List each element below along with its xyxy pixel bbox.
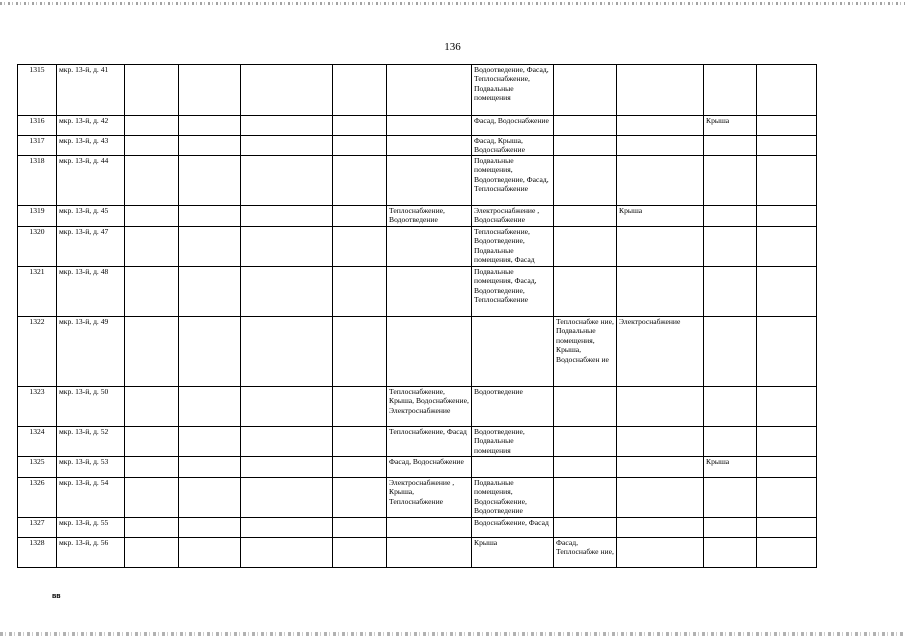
- row-number: 1328: [18, 538, 57, 568]
- table-cell: [757, 227, 817, 267]
- row-number: 1315: [18, 65, 57, 116]
- table-cell: [179, 116, 241, 136]
- row-number: 1318: [18, 156, 57, 206]
- row-number: 1324: [18, 427, 57, 457]
- table-cell: [387, 116, 472, 136]
- table-cell: [757, 206, 817, 227]
- table-cell: [617, 387, 704, 427]
- table-cell: [617, 478, 704, 518]
- table-cell: [179, 156, 241, 206]
- table-cell: [704, 387, 757, 427]
- table-cell: Подвальные помещения, Водоснабжение, Водоотведение: [472, 478, 554, 518]
- table-cell: Фасад, Водоснабжение: [387, 457, 472, 478]
- table-cell: [554, 156, 617, 206]
- table-cell: [757, 387, 817, 427]
- table-cell: [757, 65, 817, 116]
- table-cell: [333, 206, 387, 227]
- address-cell: мкр. 13-й, д. 54: [57, 478, 125, 518]
- table-cell: [617, 227, 704, 267]
- table-cell: Теплоснабжение, Водоотведение: [387, 206, 472, 227]
- table-cell: Водоотведение: [472, 387, 554, 427]
- table-cell: Крыша: [617, 206, 704, 227]
- address-cell: мкр. 13-й, д. 56: [57, 538, 125, 568]
- table-cell: [241, 136, 333, 156]
- table-body: [18, 65, 817, 568]
- table-cell: [554, 457, 617, 478]
- table-cell: [125, 267, 179, 317]
- table-cell: [387, 227, 472, 267]
- table-cell: Водоотведение, Подвальные помещения: [472, 427, 554, 457]
- table-cell: [125, 116, 179, 136]
- table-cell: [617, 457, 704, 478]
- table-cell: [179, 387, 241, 427]
- table-cell: [757, 538, 817, 568]
- table-row: [18, 65, 817, 116]
- table-cell: [241, 457, 333, 478]
- table-row: [18, 478, 817, 518]
- table-cell: [617, 136, 704, 156]
- table-row: [18, 116, 817, 136]
- row-number: 1325: [18, 457, 57, 478]
- table-cell: [333, 65, 387, 116]
- table-cell: [179, 136, 241, 156]
- table-cell: [179, 267, 241, 317]
- table-cell: [472, 317, 554, 387]
- table-cell: [241, 317, 333, 387]
- table-row: [18, 156, 817, 206]
- table-cell: Теплоснабжение, Фасад: [387, 427, 472, 457]
- table-cell: [554, 267, 617, 317]
- table-cell: [241, 65, 333, 116]
- table-cell: [241, 538, 333, 568]
- table-cell: [179, 478, 241, 518]
- table-cell: [333, 227, 387, 267]
- table-row: [18, 206, 817, 227]
- table-cell: [554, 387, 617, 427]
- table-cell: [179, 227, 241, 267]
- table-cell: Электроснабжение: [617, 317, 704, 387]
- table-cell: Подвальные помещения, Водоотведение, Фасад, Теплоснабжение: [472, 156, 554, 206]
- table-cell: [333, 136, 387, 156]
- table-cell: [125, 478, 179, 518]
- table-cell: [125, 387, 179, 427]
- table-cell: Фасад, Крыша, Водоснабжение: [472, 136, 554, 156]
- table-row: [18, 227, 817, 267]
- repair-schedule-table: [17, 64, 817, 568]
- table-cell: [704, 267, 757, 317]
- table-cell: [554, 206, 617, 227]
- address-cell: мкр. 13-й, д. 49: [57, 317, 125, 387]
- table-row: [18, 387, 817, 427]
- row-number: 1317: [18, 136, 57, 156]
- table-cell: [757, 317, 817, 387]
- table-cell: [617, 538, 704, 568]
- table-cell: [617, 65, 704, 116]
- table-cell: [241, 427, 333, 457]
- table-cell: [125, 518, 179, 538]
- table-cell: [704, 427, 757, 457]
- table-cell: Фасад, Теплоснабже ние,: [554, 538, 617, 568]
- table-cell: Теплоснабжение, Водоотведение, Подвальные помещения, Фасад: [472, 227, 554, 267]
- table-cell: [125, 136, 179, 156]
- table-row: [18, 457, 817, 478]
- table-cell: [554, 518, 617, 538]
- row-number: 1321: [18, 267, 57, 317]
- table-cell: [757, 116, 817, 136]
- table-cell: [333, 267, 387, 317]
- table-cell: [554, 478, 617, 518]
- address-cell: мкр. 13-й, д. 53: [57, 457, 125, 478]
- table-cell: [333, 538, 387, 568]
- table-cell: [617, 156, 704, 206]
- table-cell: [704, 156, 757, 206]
- table-cell: [333, 478, 387, 518]
- table-cell: [179, 457, 241, 478]
- table-cell: [704, 206, 757, 227]
- table-cell: [704, 227, 757, 267]
- table-cell: [704, 478, 757, 518]
- table-cell: Фасад, Водоснабжение: [472, 116, 554, 136]
- address-cell: мкр. 13-й, д. 43: [57, 136, 125, 156]
- table-cell: [757, 156, 817, 206]
- table-cell: [125, 317, 179, 387]
- table-cell: [387, 136, 472, 156]
- table-row: [18, 538, 817, 568]
- table-cell: Водоснабжение, Фасад: [472, 518, 554, 538]
- table-cell: [125, 156, 179, 206]
- table-cell: [179, 317, 241, 387]
- table-cell: Теплоснабжение, Крыша, Водоснабжение, Электроснабжение: [387, 387, 472, 427]
- scan-edge-top: [0, 2, 905, 5]
- row-number: 1320: [18, 227, 57, 267]
- table-cell: [179, 518, 241, 538]
- table-cell: [554, 136, 617, 156]
- table-row: [18, 267, 817, 317]
- table-cell: [387, 317, 472, 387]
- table-cell: [241, 116, 333, 136]
- table-cell: [472, 457, 554, 478]
- table-cell: [617, 116, 704, 136]
- table-cell: [704, 65, 757, 116]
- table-cell: [757, 136, 817, 156]
- table-cell: [387, 65, 472, 116]
- table-cell: [241, 387, 333, 427]
- table-cell: [333, 317, 387, 387]
- address-cell: мкр. 13-й, д. 50: [57, 387, 125, 427]
- table-cell: [125, 227, 179, 267]
- row-number: 1319: [18, 206, 57, 227]
- table-cell: [704, 317, 757, 387]
- table-cell: [333, 116, 387, 136]
- table-cell: [554, 116, 617, 136]
- table-cell: Крыша: [704, 457, 757, 478]
- address-cell: мкр. 13-й, д. 48: [57, 267, 125, 317]
- table-cell: [704, 518, 757, 538]
- address-cell: мкр. 13-й, д. 42: [57, 116, 125, 136]
- address-cell: мкр. 13-й, д. 45: [57, 206, 125, 227]
- table-cell: [125, 427, 179, 457]
- page-number: 136: [444, 41, 461, 53]
- table-cell: [241, 478, 333, 518]
- table-cell: [387, 267, 472, 317]
- table-cell: [757, 427, 817, 457]
- table-cell: [179, 206, 241, 227]
- table-cell: [125, 206, 179, 227]
- table-cell: [757, 518, 817, 538]
- table-cell: Водоотведение, Фасад, Теплоснабжение, Подвальные помещения: [472, 65, 554, 116]
- table-cell: [387, 538, 472, 568]
- table-cell: [617, 267, 704, 317]
- table-cell: [241, 156, 333, 206]
- table-cell: [241, 267, 333, 317]
- table-cell: [554, 227, 617, 267]
- table-cell: Теплоснабже ние, Подвальные помещения, Крыша, Водоснабжен ие: [554, 317, 617, 387]
- table-cell: [387, 156, 472, 206]
- footer-mark: вв: [52, 593, 61, 600]
- table-cell: [617, 518, 704, 538]
- row-number: 1322: [18, 317, 57, 387]
- row-number: 1316: [18, 116, 57, 136]
- table-cell: Электроснабжение , Крыша, Теплоснабжение: [387, 478, 472, 518]
- table-row: [18, 427, 817, 457]
- table-cell: [241, 206, 333, 227]
- table-cell: [333, 387, 387, 427]
- address-cell: мкр. 13-й, д. 55: [57, 518, 125, 538]
- address-cell: мкр. 13-й, д. 44: [57, 156, 125, 206]
- table-cell: Электроснабжение , Водоснабжение: [472, 206, 554, 227]
- table-row: [18, 518, 817, 538]
- table-cell: [125, 457, 179, 478]
- table-cell: [241, 227, 333, 267]
- table-cell: [554, 427, 617, 457]
- table-cell: [179, 65, 241, 116]
- table-cell: Крыша: [472, 538, 554, 568]
- table-cell: [757, 478, 817, 518]
- address-cell: мкр. 13-й, д. 47: [57, 227, 125, 267]
- table-cell: [333, 457, 387, 478]
- table-cell: [333, 518, 387, 538]
- row-number: 1323: [18, 387, 57, 427]
- table-cell: [125, 538, 179, 568]
- table-cell: [179, 427, 241, 457]
- table-cell: [757, 457, 817, 478]
- table-cell: [125, 65, 179, 116]
- table-cell: [704, 538, 757, 568]
- table-cell: [704, 136, 757, 156]
- table-cell: [333, 427, 387, 457]
- table-cell: [241, 518, 333, 538]
- table-cell: [179, 538, 241, 568]
- address-cell: мкр. 13-й, д. 41: [57, 65, 125, 116]
- table-cell: [757, 267, 817, 317]
- row-number: 1327: [18, 518, 57, 538]
- scan-edge-bottom: [0, 632, 905, 636]
- table-row: [18, 317, 817, 387]
- table-cell: [387, 518, 472, 538]
- table-cell: [333, 156, 387, 206]
- address-cell: мкр. 13-й, д. 52: [57, 427, 125, 457]
- row-number: 1326: [18, 478, 57, 518]
- table-cell: Подвальные помещения, Фасад, Водоотведение, Теплоснабжение: [472, 267, 554, 317]
- table-cell: [554, 65, 617, 116]
- table-cell: [617, 427, 704, 457]
- table-row: [18, 136, 817, 156]
- table-cell: Крыша: [704, 116, 757, 136]
